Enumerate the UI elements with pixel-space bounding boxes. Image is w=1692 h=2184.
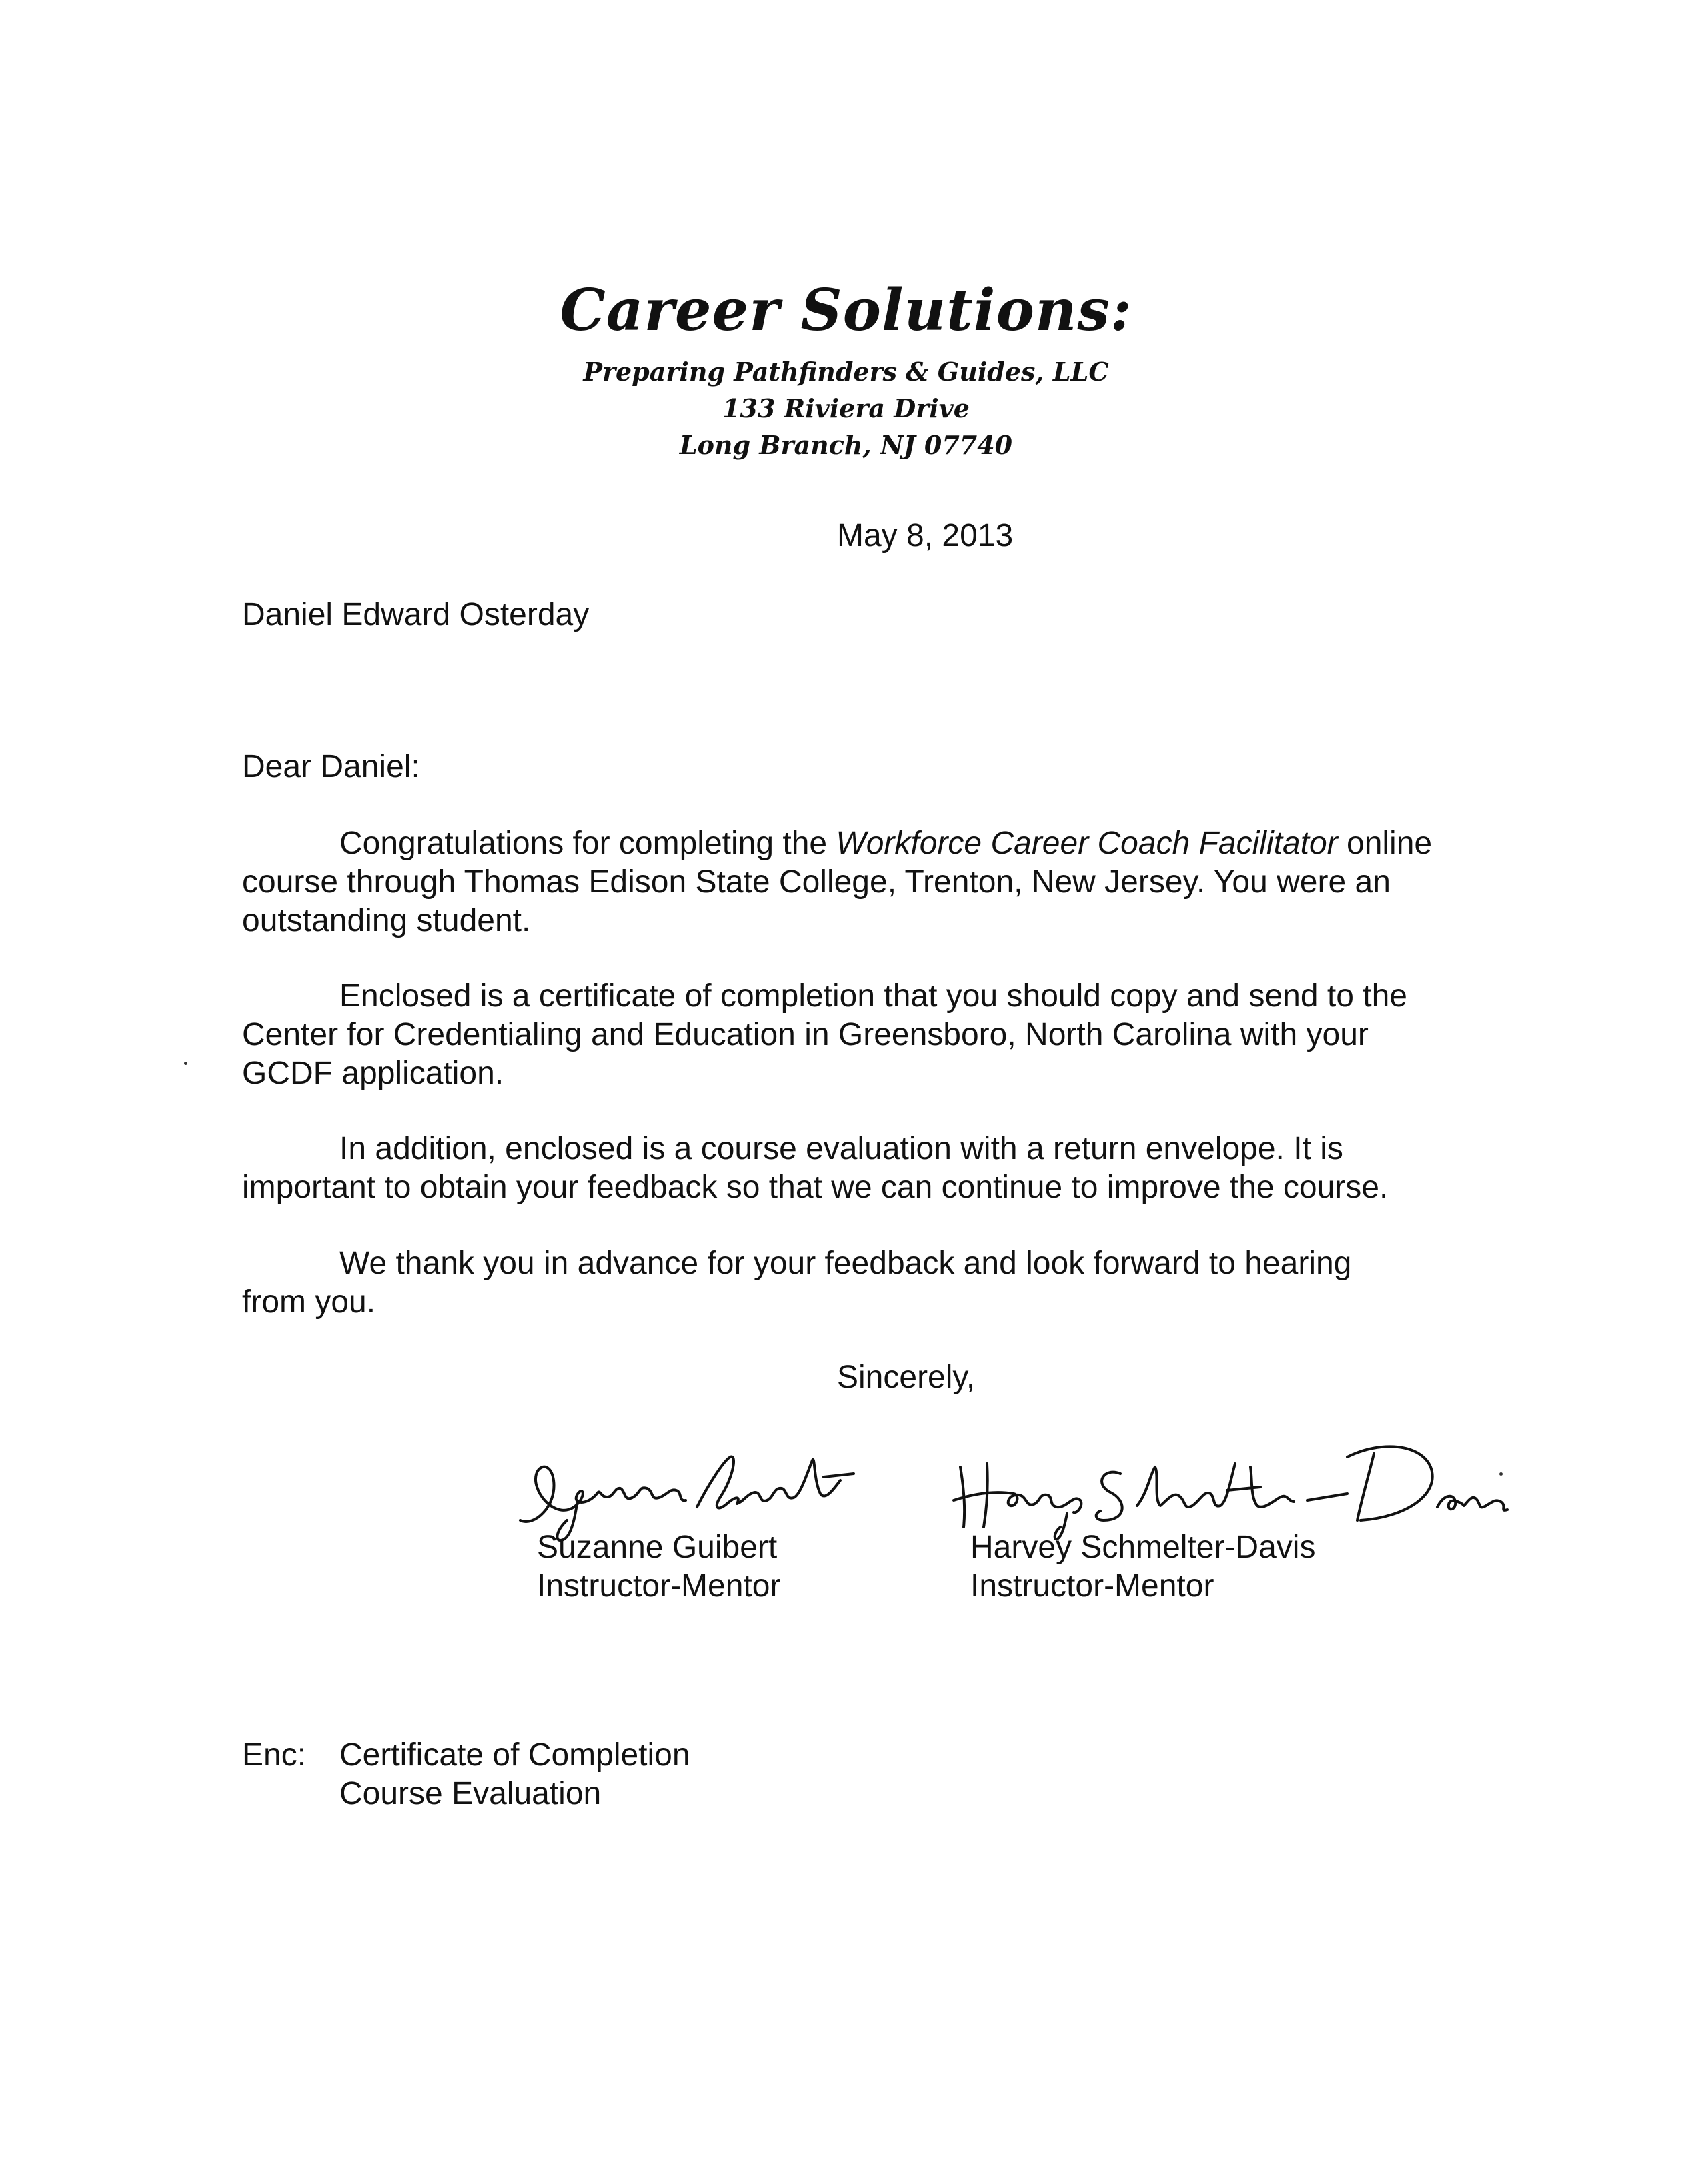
enclosure-label: Enc:	[242, 1737, 307, 1773]
paragraph-enclosed-certificate: Enclosed is a certificate of completion that you should copy and send to the Center for Credentialing and Education in Greensboro, North Carolina with your GCDF application.	[242, 978, 1407, 1091]
recipient-name: Daniel Edward Osterday	[242, 597, 590, 632]
closing: Sincerely,	[837, 1360, 976, 1395]
enclosure-item: Course Evaluation	[339, 1776, 602, 1811]
scan-speck	[184, 1062, 187, 1065]
paragraph-1-intro: Congratulations for completing the	[339, 826, 836, 861]
signature-dot	[1499, 1472, 1503, 1476]
letter-date: May 8, 2013	[837, 518, 1014, 554]
signer-2-title: Instructor-Mentor	[970, 1568, 1214, 1604]
paragraph-course-evaluation: In addition, enclosed is a course evaluation with a return envelope. It is important to obtain your feedback so that we can continue to improve the course.	[242, 1131, 1389, 1205]
enclosure-item: Certificate of Completion	[339, 1737, 690, 1773]
paragraph-thank-you: We thank you in advance for your feedback and look forward to hearing from you.	[242, 1246, 1352, 1320]
letterhead-city: Long Branch, NJ 07740	[679, 430, 1013, 460]
signer-1-name: Suzanne Guibert	[537, 1530, 778, 1565]
letterhead-company: Preparing Pathfinders & Guides, LLC	[583, 357, 1109, 387]
letterhead-title: Career Solutions:	[560, 277, 1132, 344]
course-name: Workforce Career Coach Facilitator	[836, 826, 1338, 861]
signer-1-title: Instructor-Mentor	[537, 1568, 781, 1604]
salutation: Dear Daniel:	[242, 749, 420, 784]
paragraph-1-rest: online course through Thomas Edison State College, Trenton, New Jersey. You were an outstanding student.	[242, 826, 1433, 938]
paragraph-congratulations	[242, 824, 1456, 940]
signer-2-name: Harvey Schmelter-Davis	[970, 1530, 1316, 1565]
letterhead-street: 133 Riviera Drive	[722, 393, 970, 423]
